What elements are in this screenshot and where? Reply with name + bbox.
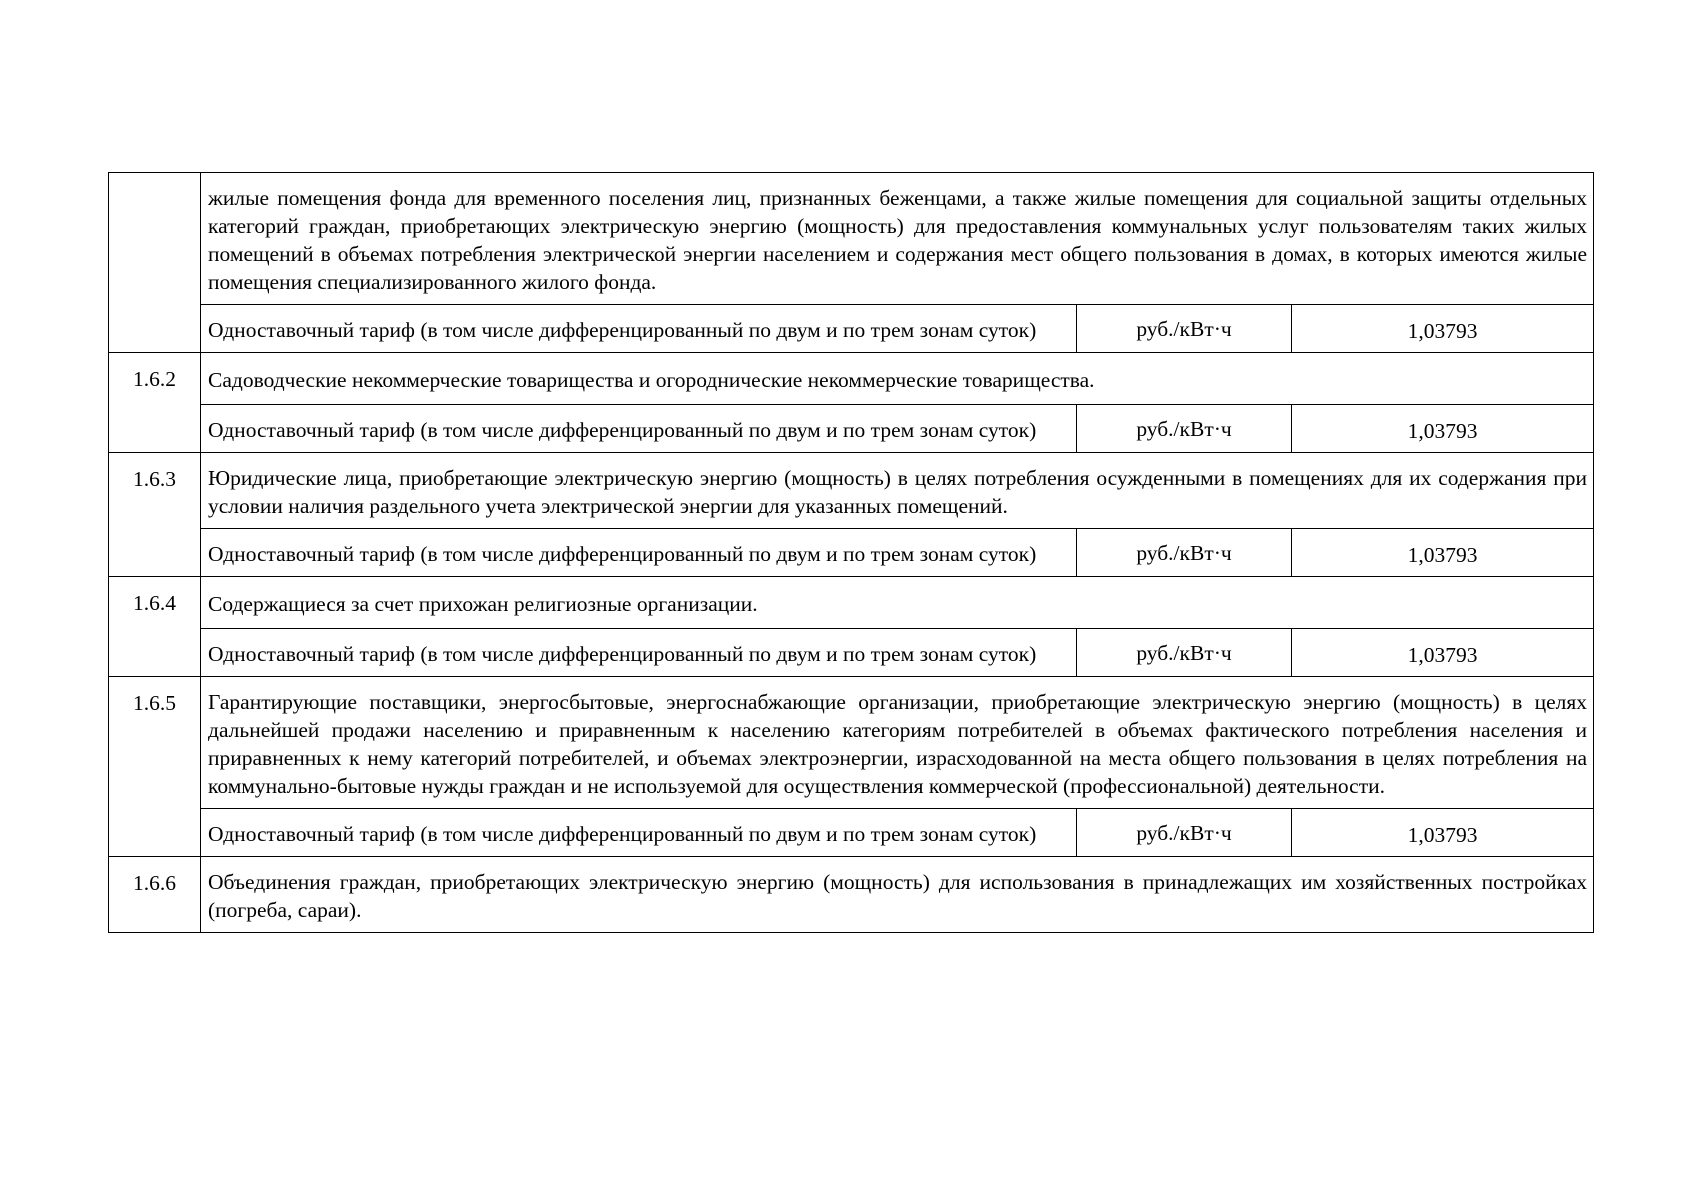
tariff-unit: руб./кВт·ч — [1077, 305, 1292, 353]
section-number: 1.6.4 — [109, 577, 201, 677]
tariff-row — [109, 305, 1594, 353]
section-row — [109, 453, 1594, 529]
section-description: Юридические лица, приобретающие электрическую энергию (мощность) в целях потребления осужденными в помещениях для их содержания при условии наличия раздельного учета электрической энергии для указанных помещений. — [201, 453, 1594, 529]
tariff-unit: руб./кВт·ч — [1077, 629, 1292, 677]
tariff-name: Одноставочный тариф (в том числе дифференцированный по двум и по трем зонам суток) — [201, 529, 1077, 577]
section-row — [109, 677, 1594, 809]
tariff-unit: руб./кВт·ч — [1077, 529, 1292, 577]
section-description: Содержащиеся за счет прихожан религиозные организации. — [201, 577, 1594, 629]
tariff-row — [109, 405, 1594, 453]
section-row — [109, 173, 1594, 305]
tariff-name: Одноставочный тариф (в том числе дифференцированный по двум и по трем зонам суток) — [201, 305, 1077, 353]
tariff-name: Одноставочный тариф (в том числе дифференцированный по двум и по трем зонам суток) — [201, 809, 1077, 857]
section-number: 1.6.2 — [109, 353, 201, 453]
tariff-value: 1,03793 — [1292, 405, 1594, 453]
section-description: Гарантирующие поставщики, энергосбытовые, энергоснабжающие организации, приобретающие электрическую энергию (мощность) в целях дальнейшей продажи населению и приравненным к населению категориям потребителей в объемах фактического потребления населения и приравненных к нему категорий потребителей, и объемах электроэнергии, израсходованной на места общего пользования в целях потребления на коммунально-бытовые нужды граждан и не используемой для осуществления коммерческой (профессиональной) деятельности. — [201, 677, 1594, 809]
tariff-name: Одноставочный тариф (в том числе дифференцированный по двум и по трем зонам суток) — [201, 629, 1077, 677]
tariff-table — [108, 172, 1594, 933]
section-description: Садоводческие некоммерческие товарищества и огороднические некоммерческие товарищества. — [201, 353, 1594, 405]
tariff-row — [109, 629, 1594, 677]
section-number: 1.6.3 — [109, 453, 201, 577]
section-number: 1.6.5 — [109, 677, 201, 857]
section-row — [109, 353, 1594, 405]
tariff-name: Одноставочный тариф (в том числе дифференцированный по двум и по трем зонам суток) — [201, 405, 1077, 453]
section-description: Объединения граждан, приобретающих электрическую энергию (мощность) для использования в принадлежащих им хозяйственных постройках (погреба, сараи). — [201, 857, 1594, 933]
section-row — [109, 577, 1594, 629]
section-number: 1.6.6 — [109, 857, 201, 933]
tariff-unit: руб./кВт·ч — [1077, 809, 1292, 857]
tariff-value: 1,03793 — [1292, 629, 1594, 677]
tariff-unit: руб./кВт·ч — [1077, 405, 1292, 453]
section-number — [109, 173, 201, 353]
tariff-value: 1,03793 — [1292, 305, 1594, 353]
tariff-row — [109, 529, 1594, 577]
tariff-value: 1,03793 — [1292, 529, 1594, 577]
tariff-value: 1,03793 — [1292, 809, 1594, 857]
tariff-row — [109, 809, 1594, 857]
section-description: жилые помещения фонда для временного поселения лиц, признанных беженцами, а также жилые помещения для социальной защиты отдельных категорий граждан, приобретающих электрическую энергию (мощность) для предоставления коммунальных услуг пользователям таких жилых помещений в объемах потребления электрической энергии населением и содержания мест общего пользования в домах, в которых имеются жилые помещения специализированного жилого фонда. — [201, 173, 1594, 305]
section-row — [109, 857, 1594, 933]
